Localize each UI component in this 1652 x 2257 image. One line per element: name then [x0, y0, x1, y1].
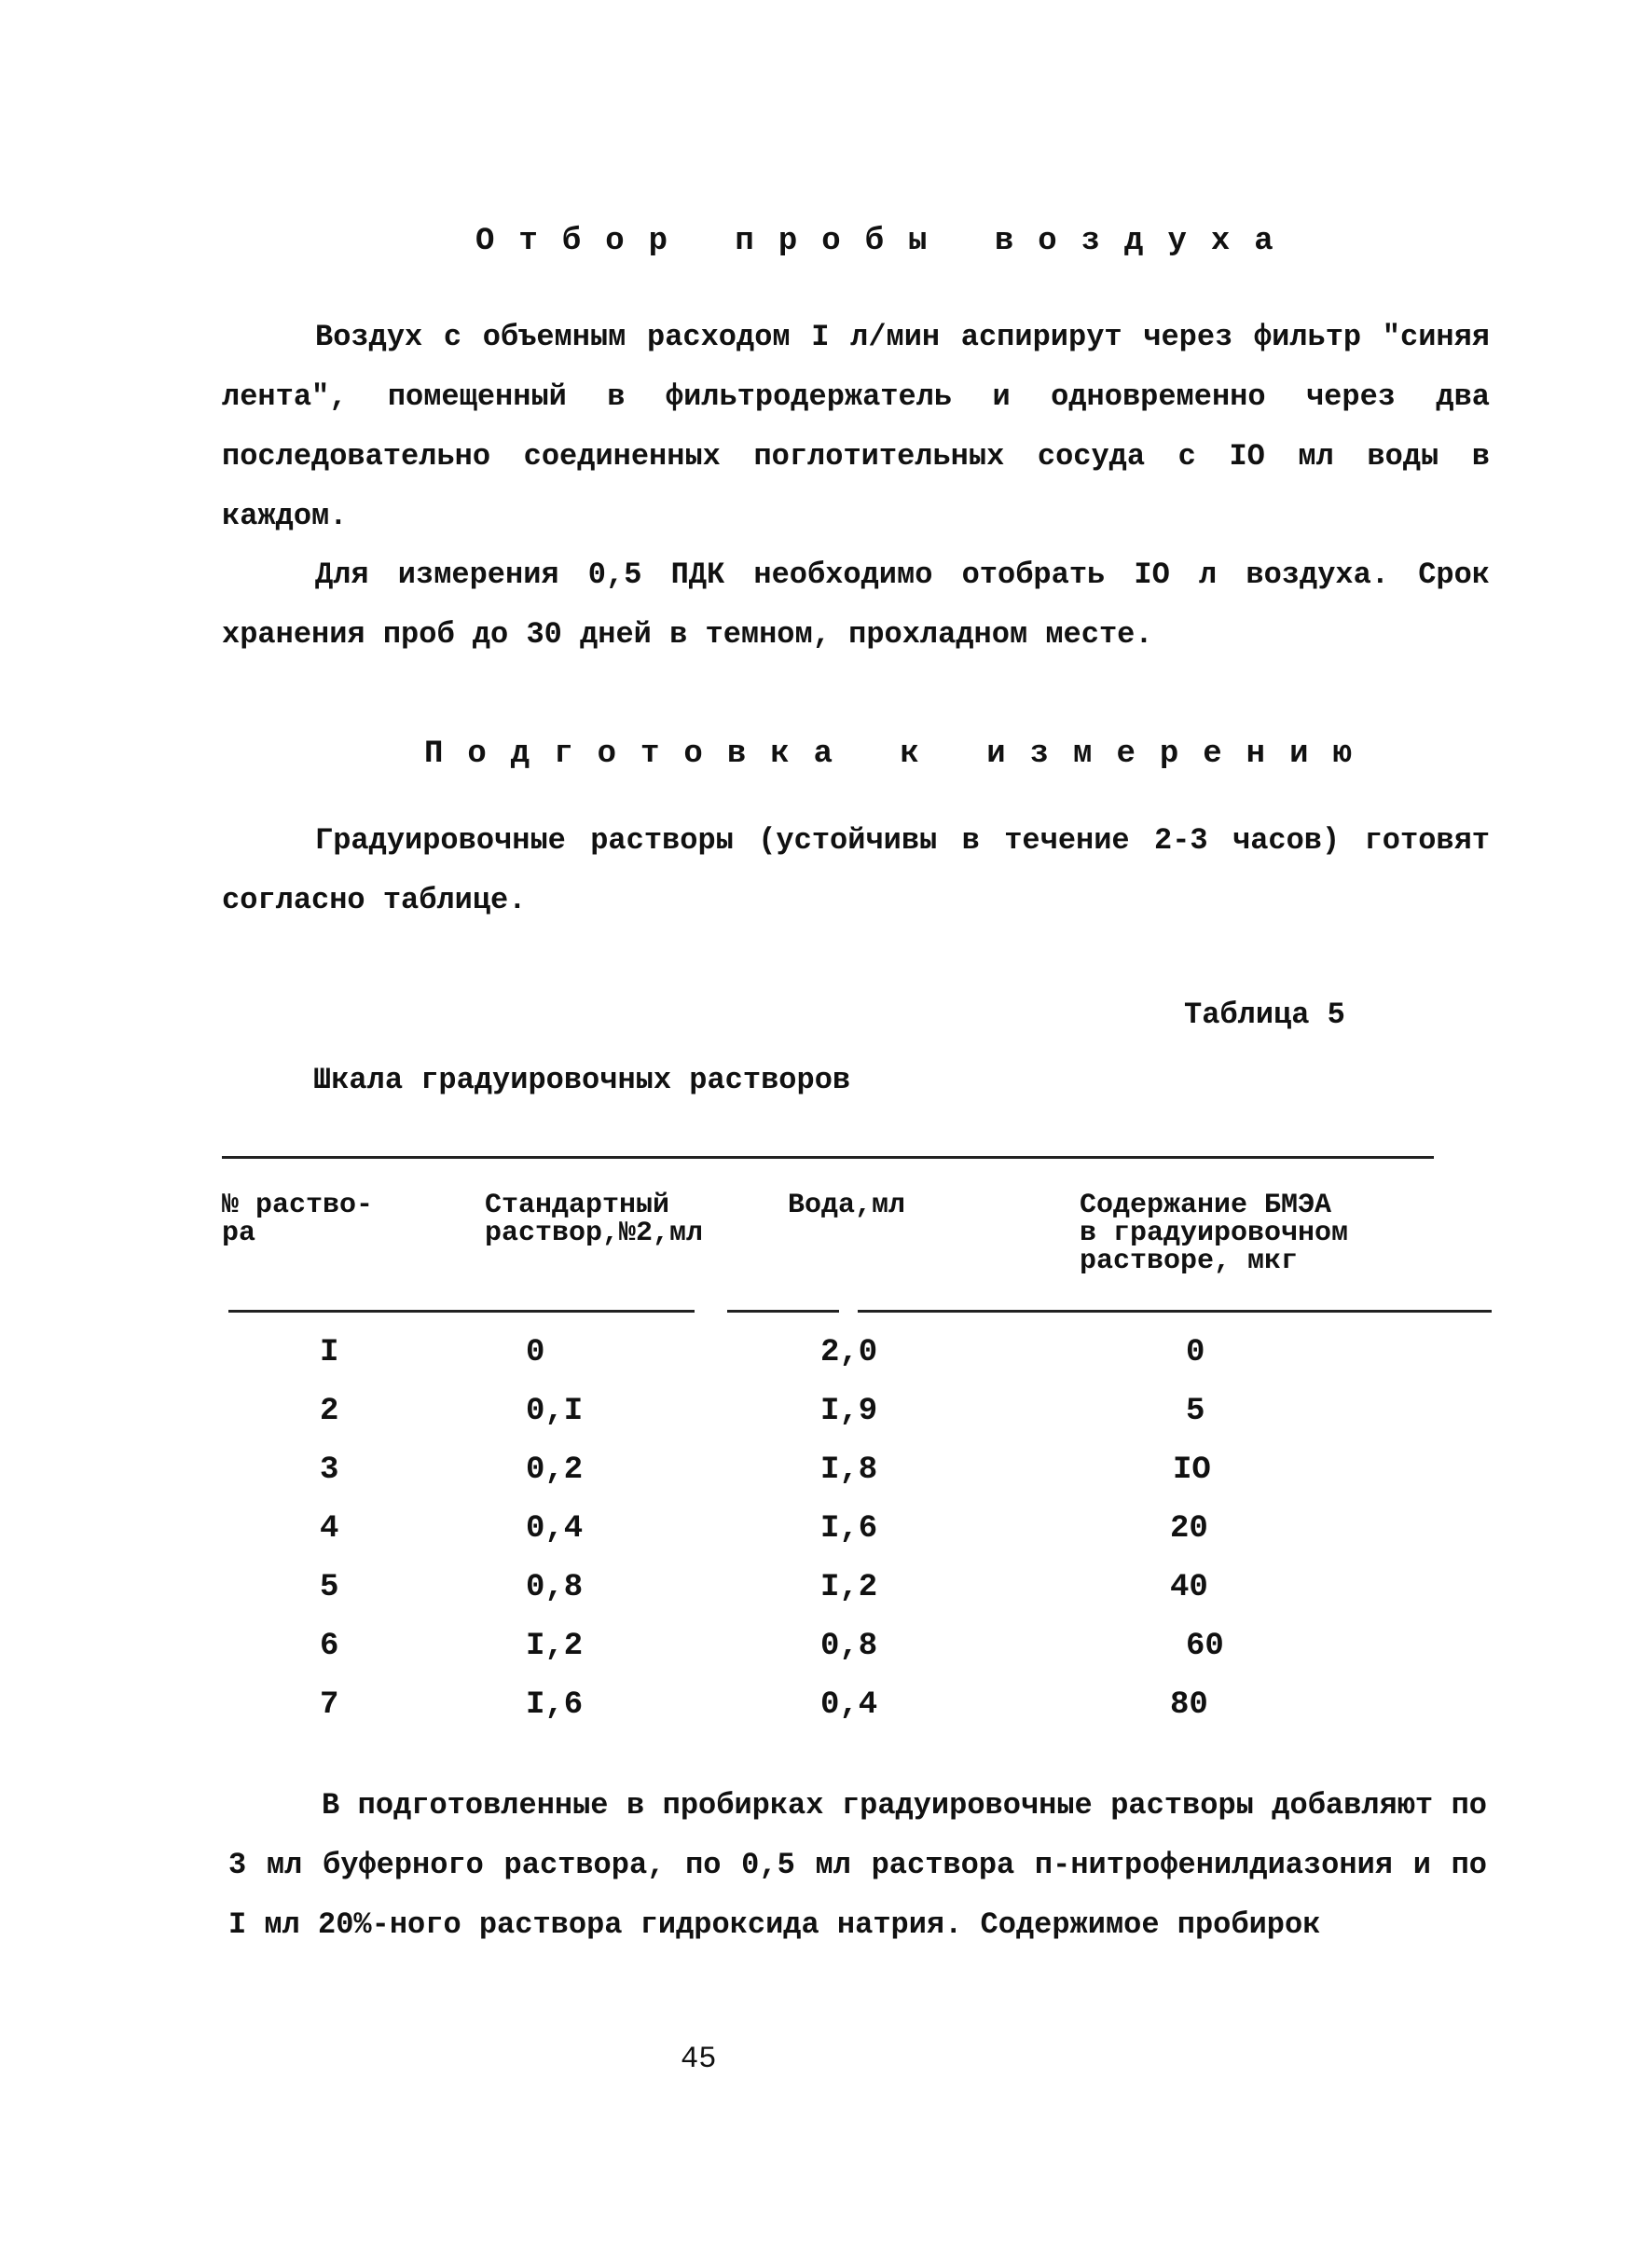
table-cell-water: I,6: [820, 1511, 878, 1547]
table-cell-standard: I,6: [526, 1687, 584, 1723]
table-cell-content: 0: [1186, 1335, 1205, 1370]
table-cell-content: 80: [1170, 1687, 1208, 1723]
table-cell-content: 40: [1170, 1570, 1208, 1605]
table-cell-content: IO: [1173, 1452, 1211, 1488]
paragraph-sampling-procedure: Воздух с объемным расходом I л/мин аспирирут через фильтр "синяя лента", помещенный в фильтродержатель и одновременно через два последовательно соединенных поглотительных сосуда с IO мл воды в каждом.: [222, 320, 1490, 533]
table-cell-standard: I,2: [526, 1629, 584, 1664]
table-cell-number: 3: [320, 1452, 339, 1488]
table-cell-number: 4: [320, 1511, 339, 1547]
table-cell-number: 5: [320, 1570, 339, 1605]
table-cell-water: 0,8: [820, 1629, 878, 1664]
table-cell-water: 2,0: [820, 1335, 878, 1370]
table-top-rule: [222, 1156, 1434, 1159]
table-cell-standard: 0: [526, 1335, 545, 1370]
table-header-solution-number: № раство- ра: [222, 1190, 374, 1249]
table-header-standard-solution: Стандартный раствор,№2,мл: [485, 1190, 704, 1249]
page-number: 45: [681, 2042, 717, 2076]
table-cell-standard: 0,I: [526, 1394, 584, 1429]
table-header-content: Содержание БМЭА в градуировочном растворе, мкг: [1080, 1190, 1349, 1277]
paragraph-reagent-addition: В подготовленные в пробирках градуировочные растворы добавляют по 3 мл буферного раствора, по 0,5 мл раствора п-нитрофенилдиазония и по I мл 20%-ного раствора гидроксида натрия. Содержимое пробирок: [228, 1788, 1487, 1942]
table-number: Таблица 5: [1184, 998, 1345, 1032]
table-cell-water: 0,4: [820, 1687, 878, 1723]
section-heading-air-sampling: Отбор пробы воздуха: [475, 224, 1298, 259]
table-cell-content: 5: [1186, 1394, 1205, 1429]
paragraph-calibration-solutions: Градуировочные растворы (устойчивы в течение 2-3 часов) готовят согласно таблице.: [222, 823, 1490, 917]
table-cell-standard: 0,2: [526, 1452, 584, 1488]
table-cell-standard: 0,4: [526, 1511, 584, 1547]
table-cell-water: I,8: [820, 1452, 878, 1488]
table-header-water: Вода,мл: [788, 1190, 906, 1221]
table-cell-water: I,9: [820, 1394, 878, 1429]
table-cell-number: 2: [320, 1394, 339, 1429]
table-cell-content: 60: [1186, 1629, 1224, 1664]
table-title: Шкала градуировочных растворов: [313, 1063, 851, 1097]
table-cell-number: 6: [320, 1629, 339, 1664]
table-cell-water: I,2: [820, 1570, 878, 1605]
section-heading-measurement-prep: Подготовка к измерению: [424, 736, 1376, 772]
table-cell-number: 7: [320, 1687, 339, 1723]
table-header-rule-2: [727, 1310, 839, 1313]
table-cell-number: I: [320, 1335, 339, 1370]
paragraph-sampling-volume: Для измерения 0,5 ПДК необходимо отобрать IO л воздуха. Срок хранения проб до 30 дней в темном, прохладном месте.: [222, 557, 1490, 652]
table-header-rule-1: [228, 1310, 695, 1313]
table-cell-standard: 0,8: [526, 1570, 584, 1605]
table-cell-content: 20: [1170, 1511, 1208, 1547]
table-header-rule-3: [858, 1310, 1492, 1313]
